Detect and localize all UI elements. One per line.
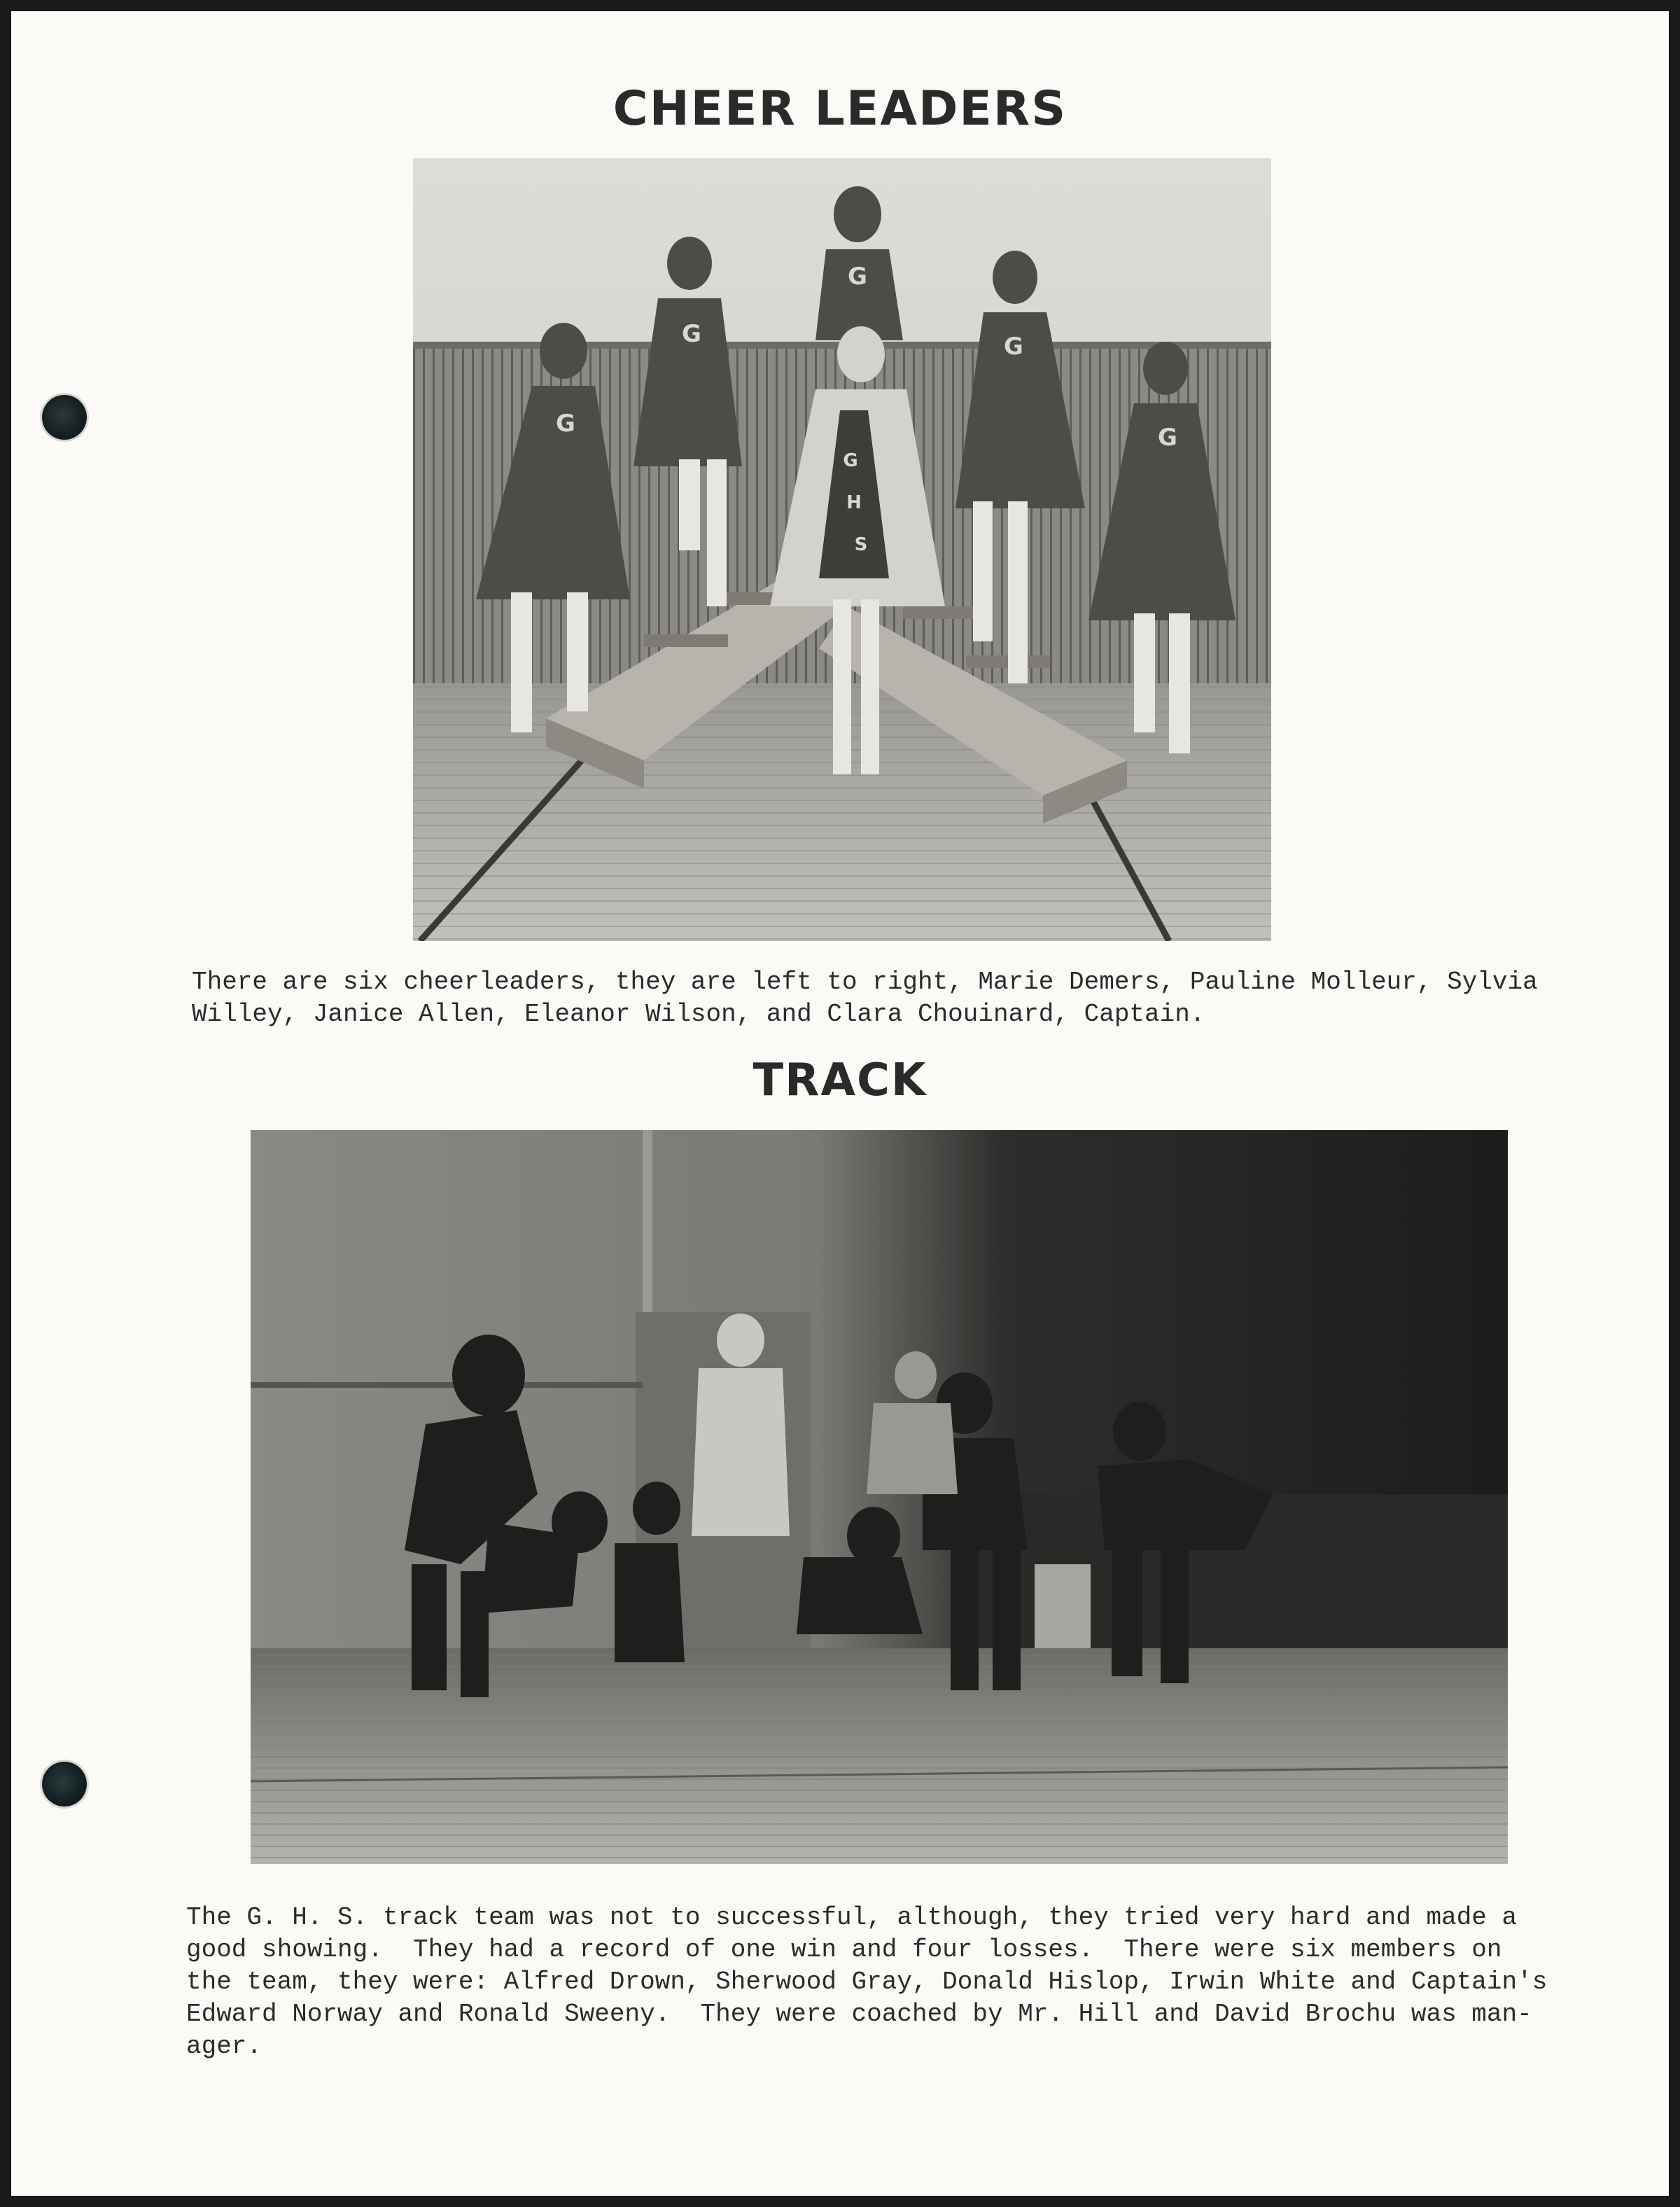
megaphone-letter: S [854, 534, 868, 555]
binder-hole-bottom [42, 1762, 87, 1806]
cheerleaders-photo [413, 158, 1271, 941]
megaphone-letter: G [843, 450, 858, 471]
track-caption: The G. H. S. track team was not to successful, although, they tried very hard and made a good showing. They had a record of one win and four losses. There were six members on the team, they were: Alfred Drown, Sherwood Gray, Donald Hislop, Irwin White and Captain's Edward Norway and Ronald Sweeny. They were coached by Mr. Hill and David Brochu was man- ager. [186, 1903, 1548, 2061]
binder-hole-top [42, 395, 87, 440]
uniform-letter: G [1004, 333, 1023, 361]
cheer-leaders-heading: CHEER LEADERS [612, 81, 1068, 137]
uniform-letter: G [1158, 424, 1177, 452]
cheerleaders-caption: There are six cheerleaders, they are left to right, Marie Demers, Pauline Molleur, Sylvia Willey, Janice Allen, Eleanor Wilson, and Clara Chouinard, Captain. [192, 968, 1538, 1029]
megaphone-letter: H [846, 492, 862, 513]
uniform-letter: G [848, 263, 867, 291]
track-team-photo [251, 1130, 1508, 1864]
yearbook-page [11, 11, 1669, 2196]
uniform-letter: G [682, 320, 701, 348]
uniform-letter: G [556, 410, 575, 438]
track-heading: TRACK [752, 1054, 927, 1106]
